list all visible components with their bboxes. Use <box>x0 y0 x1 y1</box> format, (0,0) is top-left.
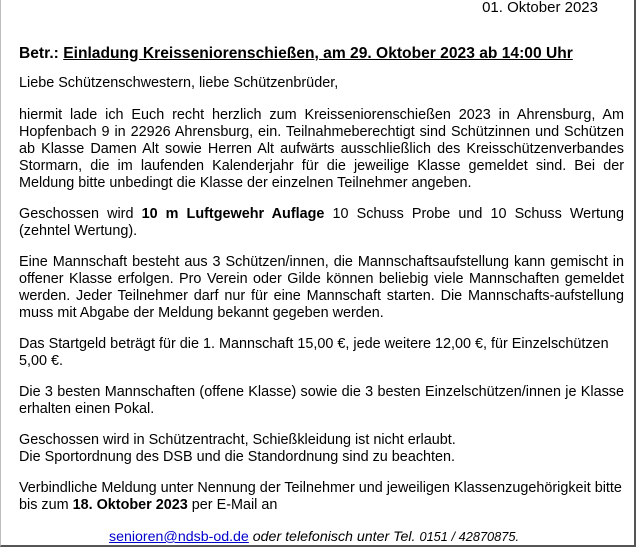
registration-text-after: per E-Mail an <box>187 497 278 513</box>
discipline-text-before: Geschossen wird <box>19 206 142 222</box>
subject-prefix: Betr.: <box>19 45 59 62</box>
paragraph-registration <box>19 480 624 514</box>
registration-text-before: Verbindliche Meldung unter Nennung der Teilnehmer und jeweiligen Klassenzugehörigkeit bitte bis zum <box>19 480 622 513</box>
registration-deadline: 18. Oktober 2023 <box>72 497 188 513</box>
rules-line-2: Die Sportordnung des DSB und die Standordnung sind zu beachten. <box>19 449 456 465</box>
contact-phone: 0151 / 42870875. <box>419 529 520 544</box>
contact-line <box>109 528 519 546</box>
contact-email-link[interactable]: senioren@ndsb-od.de <box>109 529 249 545</box>
paragraph-rules <box>19 432 624 466</box>
paragraph-team: Eine Mannschaft besteht aus 3 Schützen/innen, die Mannschaftsaufstellung kann gemischt in offener Klasse erfolgen. Pro Verein oder Gilde können beliebig viele Mannschaften gemeldet werden. Jeder Teilnehmer darf nur für eine Mannschaft starten. Die Mannschafts-aufstellung muss mit Abgabe der Meldung bekannt gegeben werden. <box>19 254 624 321</box>
paragraph-fee: Das Startgeld beträgt für die 1. Mannschaft 15,00 €, jede weitere 12,00 €, für Einzelschützen 5,00 €. <box>19 336 609 369</box>
discipline-highlight: 10 m Luftgewehr Auflage <box>141 206 325 222</box>
subject-line <box>19 44 624 63</box>
subject-title: Einladung Kreisseniorenschießen, am 29. Oktober 2023 ab 14:00 Uhr <box>63 45 573 62</box>
letter-date: 01. Oktober 2023 <box>482 0 598 16</box>
paragraph-prize: Die 3 besten Mannschaften (offene Klasse) sowie die 3 besten Einzelschützen/innen je Klasse erhalten einen Pokal. <box>19 384 624 417</box>
paragraph-invitation: hiermit lade ich Euch recht herzlich zum Kreisseniorenschießen 2023 in Ahrensburg, Am Hopfenbach 9 in 22926 Ahrensburg, ein. Teilnahmeberechtigt sind Schützinnen und Schützen ab Klasse Damen Alt sowie Herren Alt aufwärts ausschließlich des Kreisschützenverbandes Stormarn, die im laufenden Kalenderjahr für die jeweilige Klasse gemeldet sind. Bei der Meldung bitte unbedingt die Klasse der einzelnen Teilnehmer angeben. <box>19 107 624 191</box>
letter-body <box>19 44 624 528</box>
contact-text: oder telefonisch unter Tel. <box>248 529 420 545</box>
greeting: Liebe Schützenschwestern, liebe Schützenbrüder, <box>19 75 339 91</box>
rules-line-1: Geschossen wird in Schützentracht, Schießkleidung ist nicht erlaubt. <box>19 432 456 448</box>
paragraph-discipline <box>19 206 624 240</box>
discipline-text-after: 10 Schuss Probe und 10 Schuss Wertung (zehntel Wertung). <box>19 206 624 239</box>
